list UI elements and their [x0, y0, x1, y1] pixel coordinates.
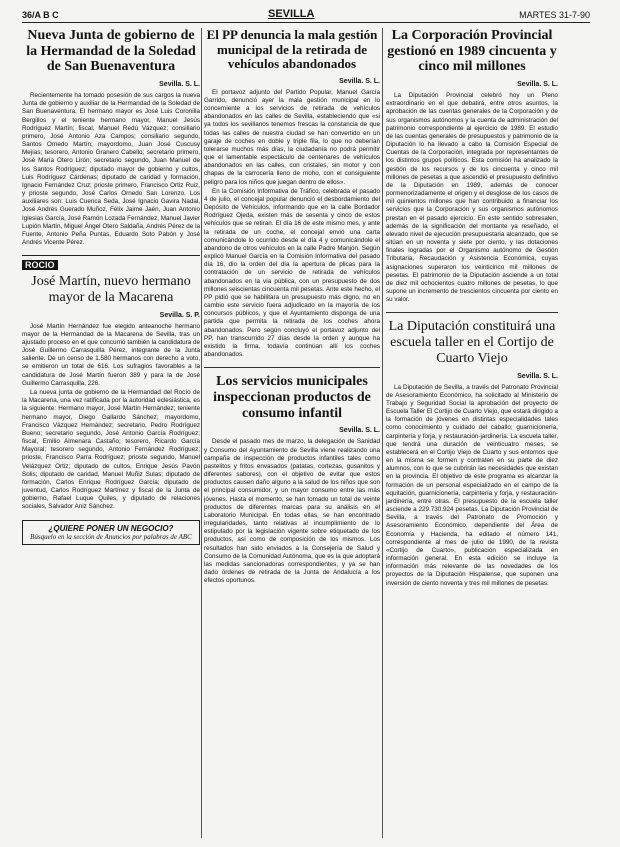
article-separator [204, 367, 380, 368]
classified-ad-box [22, 520, 200, 545]
column-divider [201, 28, 202, 838]
article-body: La Diputación de Sevilla, a través del Patronato Provincial de Asesoramiento Económico, ha solicitado al Ministerio de Trabajo y Seguridad Social la aprobación del proyecto de Escuela Taller El Cortijo de Cuarto Viejo, que estará dirigido a la formación de jóvenes en distintas especialidades tales como conocimiento y cuidado del caballo; guarnicionería, carpintería y forja, y restauración-jardinería. La escuela taller, que tendrá una duración de veinticuatro meses, se establecerá en el Cortijo Viejo de Cuarto y sus entornos que en la misma se formen y contraten en su parte de diez alumnos, con lo que se cubrirán las necesidades que existan en la provincia. El objetivo de este programa es alcanzar la formación de un personal especializado en el campo de la equitación, guarnicionería, carpintería y forja, y restauración-jardinería, entre otras. El presupuesto de la escuela taller asciende a 229.730.924 pesetas. La Diputación Provincial de Sevilla, a través del Patronato de Promoción y Asesoramiento Económico, dependiente del Área de Economía y Hacienda, ha editado el número 141, correspondiente al mes de julio de 1990, de la revista «Cortijo de Cuarto», publicación especializada en información general. En esta edición se incluye la información más relevante de las novedades de los proyectos de la Diputación Hispalense, que suponen una inversión de ciento noventa y tres mil millones de pesetas. [386, 383, 558, 587]
article-body: Recientemente ha tomado posesión de sus cargos la nueva Junta de gobierno y auxiliar de la Hermandad de la Soledad de San Buenaventura. El hermano mayor es José Luis Coronilla Bergillos y el teniente hermano mayor, Manuel Jesús Rodríguez Martín; fiscal, Manuel Redú Vázquez; consiliario primero, José Antonio Aza Campos; consiliario segundo, Santos Ornedo Martín; mayordomo, Juan José Cuscusy Mejías; tesorero, Antonio Granero Cabello; secretario primero, José María Otero Lirón; secretario segundo, Juan Manuel de los Santos Rodríguez; diputado mayor de gobierno y cultos, Luis Rodríguez Cárdenas; diputado de caridad y formación, Ignacio Fernández Cruz; prioste primero, Francisco Ortiz Ruiz, y prioste segundo, José Carlos Ornedo San Lorenzo. Los auxiliares son: Luis Cuenca Seda, José Ignacio Gavira Nadal, José Andrés Guerado Muñoz, Félix Jaime Jaén, Juan Antonio Iglesias García, José Ramón Lozada Fernández, Manuel Javier Lupión Martín, Miguel Ángel Otero Saldaña, Andrés Pérez de la Fuente, Antonio Peña Puntas, Eduardo Soto Pabón y José Andrés Vicente Pérez. [22, 92, 200, 247]
article-byline: Sevilla. S. L. [159, 81, 200, 89]
column-right [386, 28, 558, 840]
article-headline: El PP denuncia la mala gestión municipal de la retirada de vehículos abandonados [206, 28, 378, 72]
column-center [204, 28, 380, 840]
ad-title: ¿QUIERE PONER UN NEGOCIO? [48, 523, 174, 533]
column-divider [382, 28, 383, 838]
article-headline: Nueva Junta de gobierno de la Hermandad de la Soledad de San Buenaventura [26, 28, 196, 75]
article-headline: Los servicios municipales inspeccionan productos de consumo infantil [213, 374, 371, 421]
column-left [22, 28, 200, 840]
article-separator [386, 312, 558, 313]
page-header [0, 0, 620, 22]
article-headline: José Martín, nuevo hermano mayor de la Macarena [31, 274, 191, 305]
article-byline: Sevilla. S. P. [159, 311, 200, 319]
article-body: La Diputación Provincial celebró hoy un Pleno extraordinario en el que debatirá, entre otros asuntos, la aprobación de las cuentas generales de la Corporación y de sus organismos autónomos y la cuenta de administración del patrimonio correspondiente al ejercicio de 1989. El estudio de las cuentas generales de presupuestos y patrimonio de la Diputación lo ha llevado a cabo la Comisión Especial de Cuentas de la Corporación, integrada por representantes de los distintos grupos políticos. Esta comisión ha analizado la gestión de los recursos y de los cincuenta y cinco mil millones de pesetas a que ascendió el presupuesto definitivo de la Diputación en 1989, además de conocer pormenorizadamente el origen y el desglose de los casos de mil quinientos millones que han contribuido a financiar los servicios que la Corporación y sus organismos autónomos prestan en el pasado ejercicio. En este sentido sobresalen, además de la significación del montante ya reseñado, el elevado nivel de ejecución presupuestaria alcanzado, que se sitúan en un noventa y siete por ciento, y las dotaciones finales logradas por el Organismo autónomo de Gestión Tributaria, Recaudación y Asistencia Económica, cuyas asignaciones superaron los veinticinco mil millones de pesetas. El patrimonio de la Diputación asciende a un total de diez mil ochocientos cuatro millones de pesetas, lo que supone un incremento de trescientos cincuenta por ciento en su valor. [386, 92, 558, 304]
section-title: SEVILLA [268, 8, 315, 20]
article-headline: La Corporación Provincial gestionó en 1989 cincuenta y cinco mil millones [387, 28, 557, 75]
article-body: José Martín Hernández fue elegido anteanoche hermano mayor de la Hermandad de la Macarena de Sevilla, tras un ajustado proceso en el que concurrió también la candidatura de José Guillermo Carrasquilla Pérez, integrante de la Junta saliente. De un censo de 1.580 hermanos con derecho a voto, se emitieron un total de 616. Los sufragios favorables a la candidatura de José Martín fueron 389 y para la de José Guillermo Carrasquilla, 226. La nueva junta de gobierno de la Hermandad del Rocío de la Macarena, una vez ratificada por la autoridad eclesiástica, es la siguiente: Hermano mayor, José Martín Hernández; teniente hermano mayor, Diego Gallardo Sánchez; mayordomo, Francisco Vázquez Hernández; secretario, Pedro Rodríguez Bueno; secretario segundo, José Antonio García Rodríguez; fiscal, Emilio Almenara Castaño; tesorero, Ricardo García Mayoral; tesorero segundo, Antonio Fernández Rodríguez; prioste, Francisco Parra Rodríguez; prioste segundo, Manuel Velázquez Ortiz; diputado de cultos, Enrique Jesús Pavón Solis; diputado de caridad, Manuel Muñiz Sulas; diputado de formación, Carlos Enrique Rodríguez García; diputado de juventud, Carlos Rodríguez Martínez y fiscal de la Junta de gobierno, Rafael Luque Quiles, y diputado de relaciones sociales, Salvador Aniz Sánchez. [22, 322, 200, 511]
article-body: El portavoz adjunto del Partido Popular, Manuel García Garrido, denunció ayer la mala gestión municipal en lo concerniente a los servicios de retirada de vehículos abandonados en las calles de Sevilla, estableciendo que «si ya todos los sevillanos tenemos frescas la constancia de que todas las calles de nuestra ciudad se han convertido en un garaje de coches en doble y triple fila, lo que no deberían tolerarse muchos más días, la ciudadanía no podrá permitir que el lamentable espectáculo de centenares de vehículos abandonados en las calles, con cristales, sin motor y con chapas de la carrocería lleno de moho, con el consiguiente peligro para los niños que juegan dentro de ellos». En la Comisión Informativa de Tráfico, celebrada el pasado 4 de julio, el concejal popular denunció el desbordamiento del Depósito de Vehículos, informando que en la calle Bordador Rodríguez Ojeda, existen más de sesenta y cinco de estos vehículos que se retiran. El día 16 de este mismo mes, y ante la retirada de un coche, el concejal envió una carta comunicándole lo ocurrido desde el día 4 y comunicándole el abandono de otros vehículos en la calle Padre Manjón. Según explicó Manuel García en la Comisión Informativa del pasado día 16, dio la orden del día la apertura de plicas para la contratación de un servicio de retirada de vehículos abandonados en la vía pública, con un presupuesto de dos millones seiscientas cincuenta mil pesetas. Ante este hecho, el PP pidió que se habilitara un presupuesto más digno, no en cambio este servicio fuera adjudicado en la mayoría de los concursos públicos, y que el Ayuntamiento disponga de una partida que permita la retirada de los coches ahora abandonados. Pero según concluyó el portavoz adjunto del PP, han transcurrido 27 días desde la orden y aunque ha existido la firma, todavía continúan allí los coches abandonados. [204, 88, 380, 359]
page-number: 36/A B C [22, 10, 59, 20]
issue-date: MARTES 31-7-90 [519, 10, 590, 20]
ad-text: Búsquelo en la sección de Anuncios por palabras de ABC [30, 532, 192, 541]
article-byline: Sevilla. S. L. [339, 427, 380, 435]
kicker-label: ROCIO [22, 260, 58, 270]
article-byline: Sevilla. S. L. [517, 372, 558, 380]
article-body: Desde el pasado mes de marzo, la delegación de Sanidad y Consumo del Ayuntamiento de Sevilla viene realizando una campaña de inspección de productos infantiles tales como pastelitos y fritos envasados (patatas, cortezas, gusanitos y diferentes sabores), con el objetivo de evitar que estos productos causen daño alguno a la salud de los niños que son el principal consumidor, y un mayor consumo entre las más jóvenes. Hasta el momento, se han tomado un total de veinte productos de diferentes marcas para su análisis en el Laboratorio Municipal. En todas ellas, se han encontrado irregularidades, tanto relativas al incumplimiento de lo estipulado por la legislación vigente sobre etiquetado de los productos, así como de composición de los mismos. Los resultados han sido enviados a la Consejería de Salud y Consumo de la Comunidad Autónoma, que es la que adoptará las medidas sancionadoras correspondientes, y ya se han dado órdenes de retirada de la Junta de Andalucía a los efectos oportunos. [204, 438, 380, 585]
section-kicker [22, 255, 200, 270]
article-headline: La Diputación constituirá una escuela taller en el Cortijo de Cuarto Viejo [388, 319, 556, 366]
article-byline: Sevilla. S. L. [339, 77, 380, 85]
article-byline: Sevilla. S. L. [517, 81, 558, 89]
header-rule [22, 22, 590, 23]
